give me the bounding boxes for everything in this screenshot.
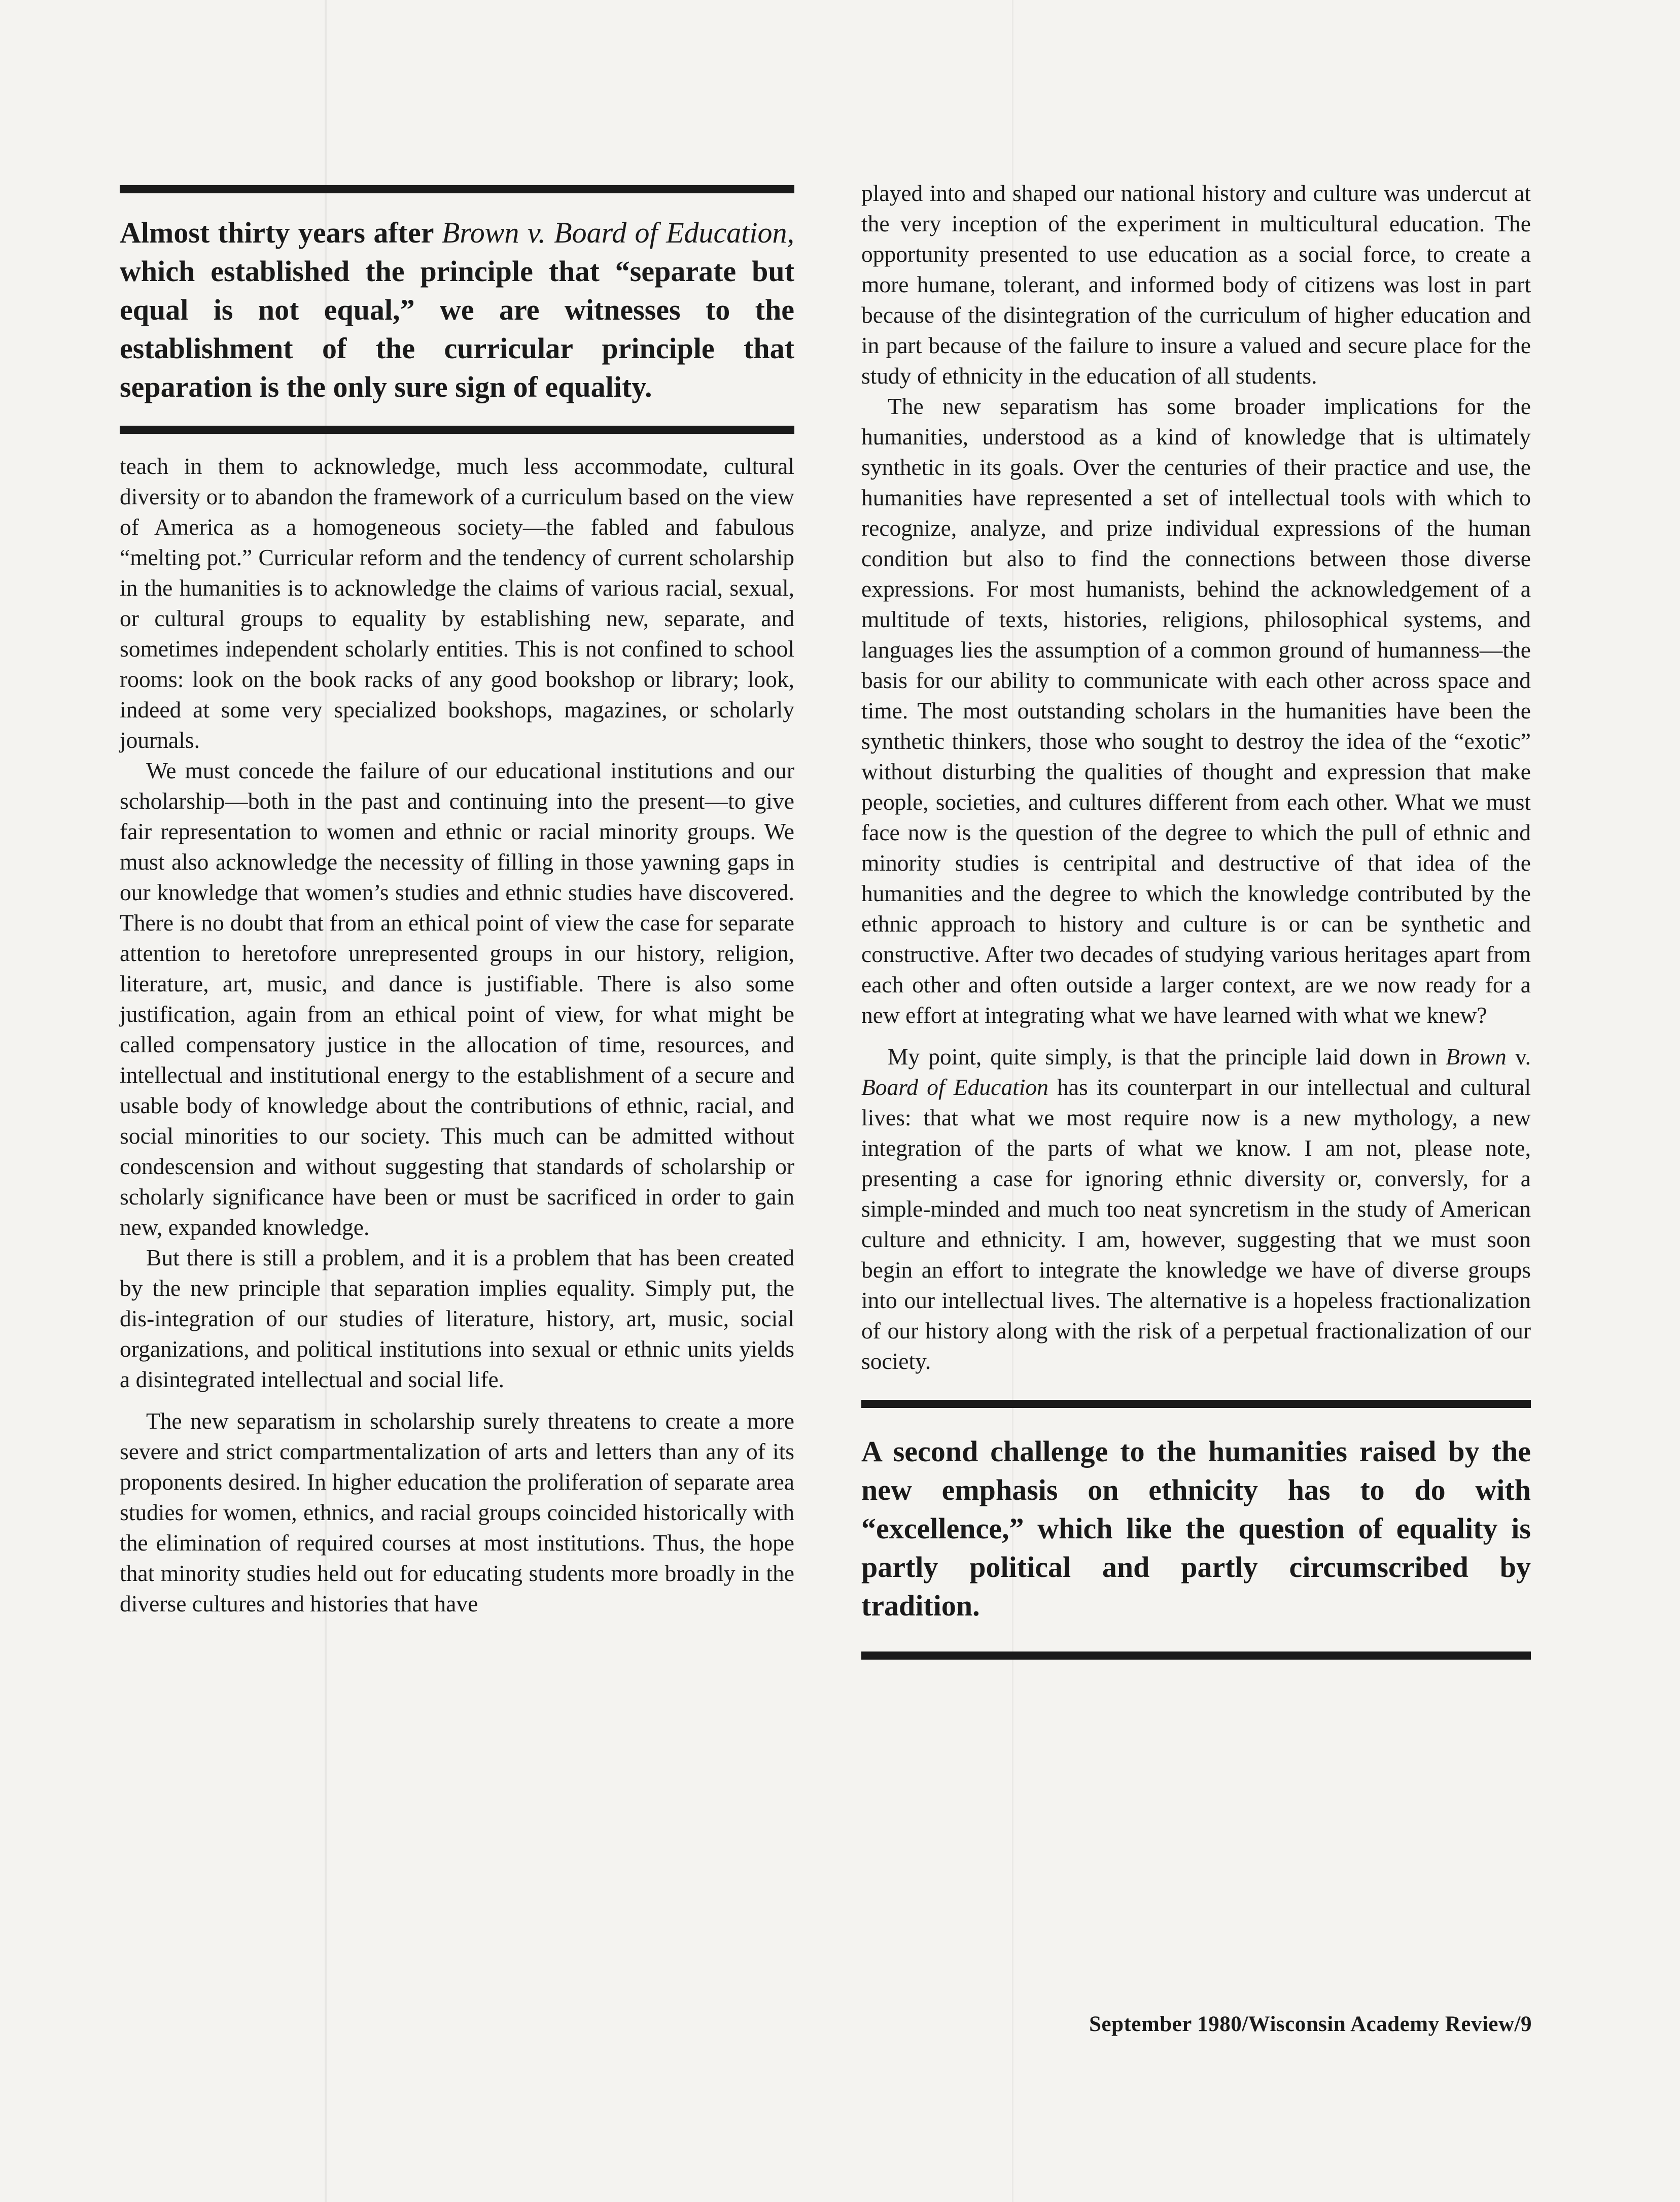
- pullquote-top-case-name: Brown v. Board of Education,: [441, 216, 794, 249]
- pullquote-bottom: A second challenge to the humanities raised by the new emphasis on ethnicity has to do with “excellence,” which like the question of equality is partly political and partly circumscribed by tradition.: [861, 1435, 1531, 1622]
- case-name-italic: Brown: [1446, 1044, 1507, 1070]
- page-footer: September 1980/Wisconsin Academy Review/9: [1089, 2012, 1532, 2036]
- paragraph: played into and shaped our national history and culture was undercut at the very inception of the experiment in multicultural education. The opportunity presented to use education as a social force, to create a more humane, tolerant, and informed body of citizens was lost in part because of the disintegration of the curriculum of higher education and in part because of the failure to insure a valued and secure place for the study of ethnicity in the education of all students.: [861, 180, 1531, 389]
- paragraph: teach in them to acknowledge, much less accommodate, cultural diversity or to abandon the framework of a curriculum based on the view of America as a homogeneous society—the fabled and fabulous “melting pot.” Curricular reform and the tendency of current scholarship in the humanities is to acknowledge the claims of various racial, sexual, or cultural groups to equality by establishing new, separate, and sometimes independent scholarly entities. This is not confined to school rooms: look on the book racks of any good bookshop or library; look, indeed at some very specialized bookshops, magazines, or scholarly journals.: [120, 453, 794, 753]
- left-body-text: [120, 451, 794, 1619]
- pullquote-bottom-rule-upper: [861, 1400, 1531, 1408]
- paragraph: [861, 1042, 1531, 1377]
- case-name-v: v.: [1506, 1044, 1531, 1070]
- case-name-italic: Board of Education: [861, 1074, 1048, 1100]
- right-body-text: [861, 178, 1531, 1377]
- paragraph-text: My point, quite simply, is that the principle laid down in: [888, 1044, 1446, 1070]
- paragraph-text: has its counterpart in our intellectual and cultural lives: that what we most require now is a new mythology, a new integration of the parts of what we know. I am not, please note, presenting a case for ignoring ethnic diversity or, conversly, for a simple-minded and much too neat syncretism in the study of American culture and ethnicity. I am, however, suggesting that we must soon begin an effort to integrate the knowledge we have of diverse groups into our intellectual lives. The alternative is a hopeless fractionalization of our history along with the risk of a perpetual fractionalization of our society.: [861, 1074, 1531, 1374]
- pullquote-top: [120, 193, 794, 426]
- left-column: [120, 185, 794, 1619]
- pullquote-top-text-1: Almost thirty years after: [120, 216, 442, 249]
- paragraph: The new separatism in scholarship surely threatens to create a more severe and strict compartmentalization of arts and letters than any of its proponents desired. In higher education the proliferation of separate area studies for women, ethnics, and racial groups coincided historically with the elimination of required courses at most institutions. Thus, the hope that minority studies held out for educating students more broadly in the diverse cultures and histories that have: [120, 1408, 794, 1616]
- pullquote-top-text-2: which established the principle that “separate but equal is not equal,” we are witnesses to the establishment of the curricular principle that separation is the only sure sign of equality.: [120, 255, 794, 403]
- pullquote-bottom-rule-lower: [861, 1652, 1531, 1660]
- paragraph: But there is still a problem, and it is a problem that has been created by the new principle that separation implies equality. Simply put, the dis-integration of our studies of literature, history, art, music, social organizations, and political institutions into sexual or ethnic units yields a disintegrated intellectual and social life.: [120, 1245, 794, 1392]
- pullquote-top-rule-upper: [120, 185, 794, 193]
- paragraph: We must concede the failure of our educational institutions and our scholarship—both in the past and continuing into the present—to give fair representation to women and ethnic or racial minority groups. We must also acknowledge the necessity of filling in those yawning gaps in our knowledge that women’s studies and ethnic studies have discovered. There is no doubt that from an ethical point of view the case for separate attention to heretofore unrepresented groups in our history, religion, literature, art, music, and dance is justifiable. There is also some justification, again from an ethical point of view, for what might be called compensatory justice in the allocation of time, resources, and intellectual and institutional energy to the establishment of a secure and usable body of knowledge about the contributions of ethnic, racial, and social minorities to our society. This much can be admitted without condescension and without suggesting that standards of scholarship or scholarly significance have been or must be sacrificed in order to gain new, expanded knowledge.: [120, 758, 794, 1240]
- pullquote-top-rule-lower: [120, 426, 794, 434]
- paragraph: The new separatism has some broader implications for the humanities, understood as a kind of knowledge that is ultimately synthetic in its goals. Over the centuries of their practice and use, the humanities have represented a set of intellectual tools with which to recognize, analyze, and prize individual expressions of the human condition but also to find the connections between those diverse expressions. For most humanists, behind the acknowledgement of a multitude of texts, histories, religions, philosophical systems, and languages lies the assumption of a common ground of humanness—the basis for our ability to communicate with each other across space and time. The most outstanding scholars in the humanities have been the synthetic thinkers, those who sought to destroy the idea of the “exotic” without disturbing the qualities of thought and expression that make people, societies, and cultures different from each other. What we must face now is the question of the degree to which the pull of ethnic and minority studies is centripital and destructive of that idea of the humanities and the degree to which the knowledge contributed by the ethnic approach to history and culture is or can be synthetic and constructive. After two decades of studying various heritages apart from each other and often outside a larger context, are we now ready for a new effort at integrating what we have learned with what we knew?: [861, 393, 1531, 1028]
- right-column: [861, 180, 1531, 1660]
